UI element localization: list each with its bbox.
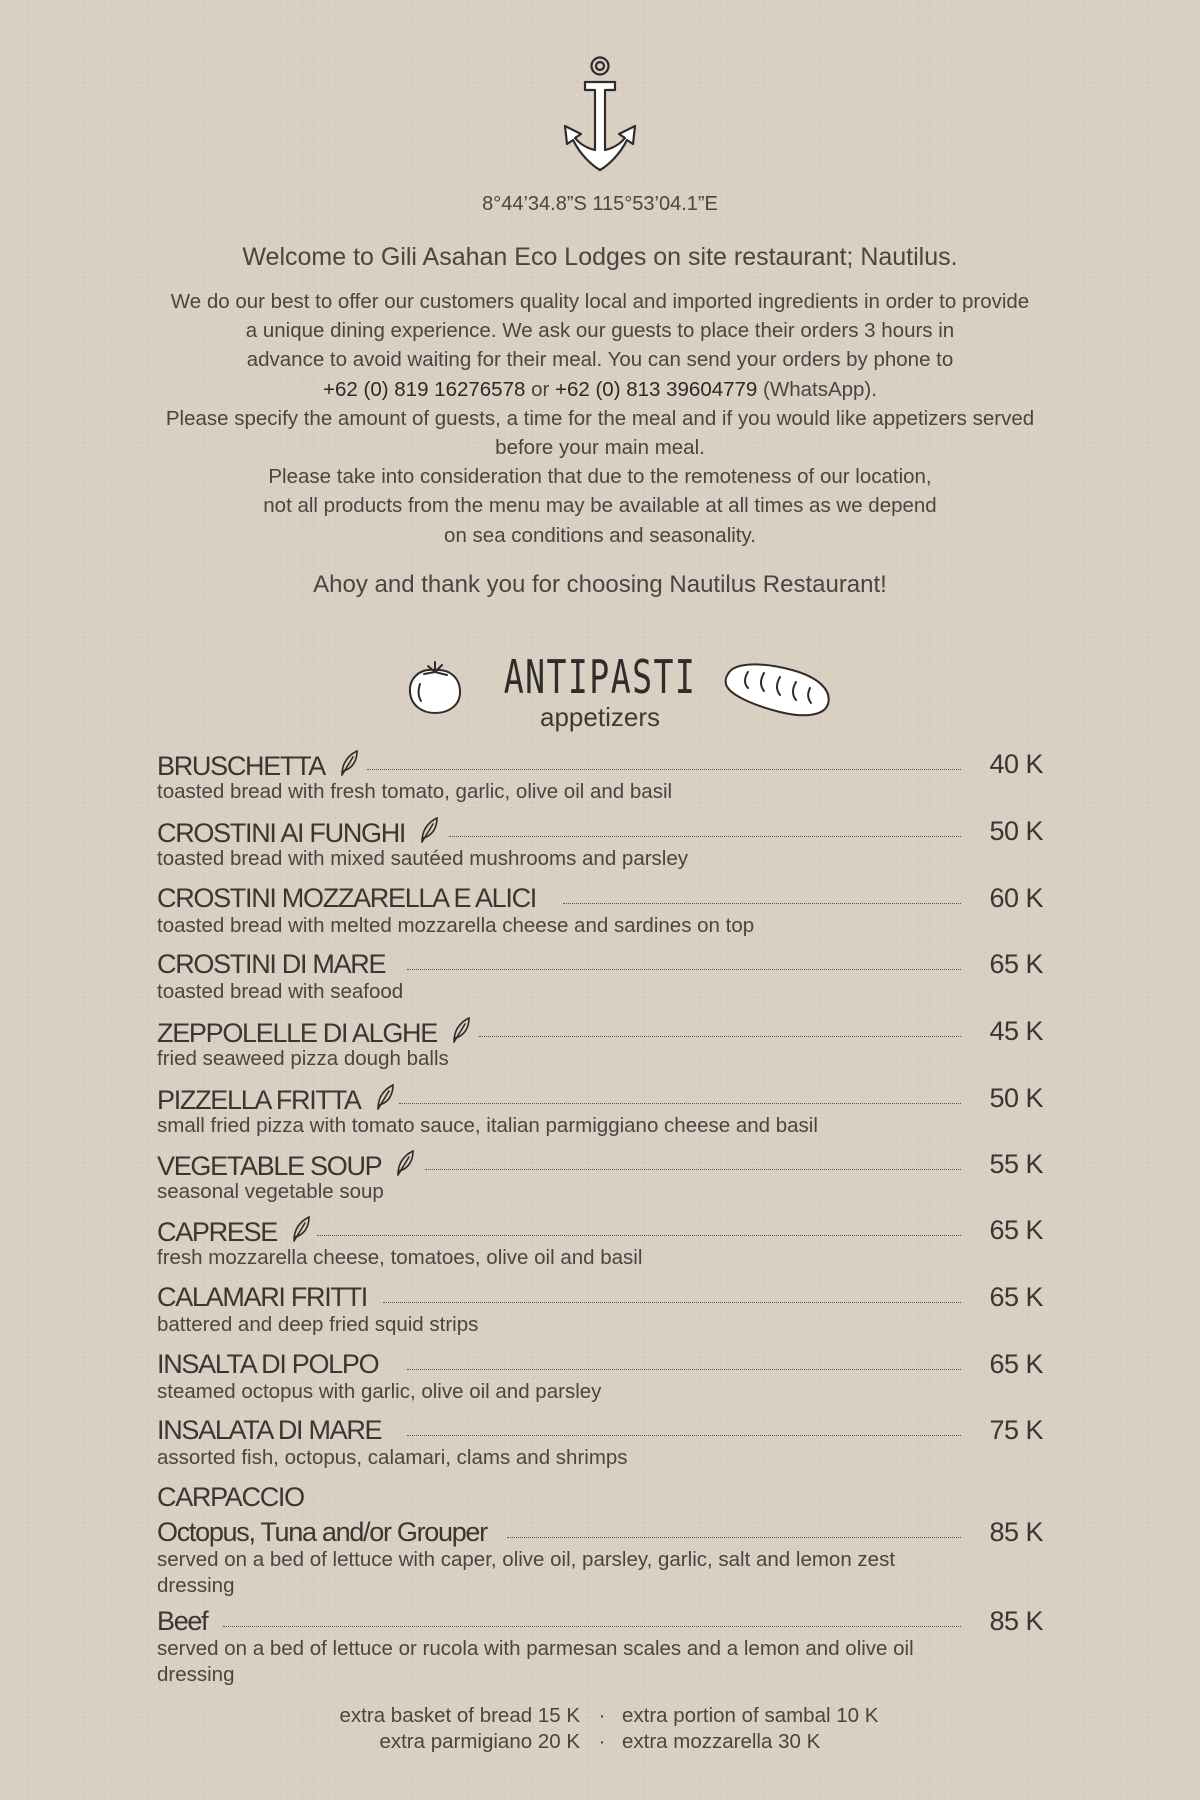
item-name: Beef bbox=[157, 1606, 208, 1636]
dot-leader bbox=[507, 1537, 961, 1538]
item-name bbox=[157, 749, 359, 781]
item-name: Octopus, Tuna and/or Grouper bbox=[157, 1517, 487, 1547]
menu-item bbox=[157, 749, 1043, 805]
dot-leader bbox=[223, 1626, 961, 1627]
item-description: battered and deep fried squid strips bbox=[157, 1313, 479, 1336]
extra-sambal: extra portion of sambal 10 K bbox=[622, 1704, 879, 1727]
item-price: 75 K bbox=[989, 1415, 1043, 1445]
extras-separator: · bbox=[598, 1704, 606, 1727]
item-description: steamed octopus with garlic, olive oil and parsley bbox=[157, 1380, 602, 1403]
leaf-icon bbox=[291, 1215, 311, 1243]
menu-item bbox=[157, 1149, 1043, 1205]
item-name: INSALATA DI MARE bbox=[157, 1415, 382, 1445]
item-description: fresh mozzarella cheese, tomatoes, olive oil and basil bbox=[157, 1246, 643, 1269]
carpaccio-option bbox=[157, 1606, 1043, 1688]
menu-item bbox=[157, 1083, 1043, 1139]
phone-or: or bbox=[525, 377, 555, 401]
item-name: CALAMARI FRITTI bbox=[157, 1282, 368, 1312]
item-name-text: CROSTINI AI FUNGHI bbox=[157, 818, 406, 848]
leaf-icon bbox=[451, 1016, 471, 1044]
extras-separator: · bbox=[598, 1730, 606, 1753]
carpaccio-option bbox=[157, 1517, 1043, 1599]
phone-number-2[interactable]: +62 (0) 813 39604779 bbox=[555, 377, 758, 401]
leaf-icon bbox=[419, 816, 439, 844]
menu-item bbox=[157, 949, 1043, 1005]
carpaccio-heading: CARPACCIO bbox=[157, 1482, 304, 1512]
dot-leader bbox=[425, 1169, 961, 1170]
item-description: toasted bread with seafood bbox=[157, 980, 404, 1003]
item-name bbox=[157, 1083, 395, 1115]
section-title: ANTIPASTI bbox=[503, 650, 697, 704]
menu-item bbox=[157, 1349, 1043, 1405]
extra-bread: extra basket of bread 15 K bbox=[339, 1704, 580, 1727]
item-name bbox=[157, 1149, 415, 1181]
item-price: 65 K bbox=[989, 1349, 1043, 1379]
menu-item bbox=[157, 883, 1043, 939]
dot-leader bbox=[383, 1302, 961, 1303]
item-price: 50 K bbox=[989, 816, 1043, 846]
item-description: small fried pizza with tomato sauce, italian parmiggiano cheese and basil bbox=[157, 1114, 818, 1137]
item-name: INSALTA DI POLPO bbox=[157, 1349, 379, 1379]
item-price: 60 K bbox=[989, 883, 1043, 913]
intro-line: not all products from the menu may be available at all times as we depend bbox=[263, 494, 937, 518]
extra-parmigiano: extra parmigiano 20 K bbox=[379, 1730, 580, 1753]
item-name: CROSTINI DI MARE bbox=[157, 949, 386, 979]
dot-leader bbox=[563, 903, 961, 904]
item-name bbox=[157, 1016, 471, 1048]
dot-leader bbox=[449, 836, 961, 837]
extra-mozzarella: extra mozzarella 30 K bbox=[622, 1730, 821, 1753]
intro-line: Please specify the amount of guests, a time for the meal and if you would like appetizers served bbox=[165, 406, 1035, 430]
menu-item bbox=[157, 1016, 1043, 1072]
intro-line: on sea conditions and seasonality. bbox=[444, 523, 756, 547]
phone-line bbox=[0, 375, 1200, 404]
leaf-icon bbox=[375, 1083, 395, 1111]
gps-coordinates: 8°44’34.8”S 115°53’04.1”E bbox=[482, 193, 718, 215]
phone-suffix: (WhatsApp). bbox=[757, 377, 877, 401]
item-price: 65 K bbox=[989, 1215, 1043, 1245]
intro-line: advance to avoid waiting for their meal. You can send your orders by phone to bbox=[246, 348, 954, 372]
dot-leader bbox=[479, 1036, 961, 1037]
item-description: toasted bread with mixed sautéed mushrooms and parsley bbox=[157, 847, 689, 870]
phone-number-1[interactable]: +62 (0) 819 16276578 bbox=[323, 377, 526, 401]
menu-item bbox=[157, 1415, 1043, 1471]
leaf-icon bbox=[395, 1149, 415, 1177]
item-description: served on a bed of lettuce or rucola with parmesan scales and a lemon and olive oil dressing bbox=[157, 1637, 914, 1686]
dot-leader bbox=[407, 1369, 961, 1370]
dot-leader bbox=[407, 969, 961, 970]
bread-icon bbox=[722, 656, 834, 720]
item-price: 65 K bbox=[989, 1282, 1043, 1312]
intro-line: before your main meal. bbox=[495, 436, 705, 460]
dot-leader bbox=[407, 1435, 961, 1436]
leaf-icon bbox=[339, 749, 359, 777]
menu-item bbox=[157, 816, 1043, 872]
dot-leader bbox=[399, 1103, 961, 1104]
intro-line: a unique dining experience. We ask our guests to place their orders 3 hours in bbox=[245, 319, 955, 343]
item-price: 45 K bbox=[989, 1016, 1043, 1046]
item-price: 55 K bbox=[989, 1149, 1043, 1179]
item-description: served on a bed of lettuce with caper, olive oil, parsley, garlic, salt and lemon zest dressing bbox=[157, 1548, 896, 1597]
item-price: 85 K bbox=[989, 1517, 1043, 1547]
dot-leader bbox=[317, 1235, 961, 1236]
item-name-text: BRUSCHETTA bbox=[157, 751, 326, 781]
item-price: 50 K bbox=[989, 1083, 1043, 1113]
thank-you-line: Ahoy and thank you for choosing Nautilus Restaurant! bbox=[313, 571, 887, 598]
section-subtitle: appetizers bbox=[540, 702, 660, 732]
item-name bbox=[157, 1215, 311, 1247]
item-description: assorted fish, octopus, calamari, clams and shrimps bbox=[157, 1446, 628, 1469]
item-description: toasted bread with melted mozzarella cheese and sardines on top bbox=[157, 914, 755, 937]
intro-line: We do our best to offer our customers quality local and imported ingredients in order to provide bbox=[170, 290, 1030, 313]
menu-item bbox=[157, 1282, 1043, 1338]
anchor-icon bbox=[545, 52, 655, 174]
item-name-text: PIZZELLA FRITTA bbox=[157, 1085, 361, 1115]
item-description: toasted bread with fresh tomato, garlic, olive oil and basil bbox=[157, 780, 673, 803]
item-name-text: CAPRESE bbox=[157, 1217, 277, 1247]
intro-line: Please take into consideration that due to the remoteness of our location, bbox=[268, 465, 932, 489]
item-description: fried seaweed pizza dough balls bbox=[157, 1047, 449, 1070]
dot-leader bbox=[367, 769, 961, 770]
welcome-heading: Welcome to Gili Asahan Eco Lodges on site restaurant; Nautilus. bbox=[242, 243, 958, 271]
item-price: 40 K bbox=[989, 749, 1043, 779]
item-price: 85 K bbox=[989, 1606, 1043, 1636]
item-name-text: VEGETABLE SOUP bbox=[157, 1151, 382, 1181]
intro-paragraph bbox=[0, 287, 1200, 550]
item-name bbox=[157, 816, 439, 848]
item-description: seasonal vegetable soup bbox=[157, 1180, 384, 1203]
item-price: 65 K bbox=[989, 949, 1043, 979]
item-name-text: ZEPPOLELLE DI ALGHE bbox=[157, 1018, 437, 1048]
menu-item bbox=[157, 1215, 1043, 1271]
item-name: CROSTINI MOZZARELLA E ALICI bbox=[157, 883, 536, 913]
